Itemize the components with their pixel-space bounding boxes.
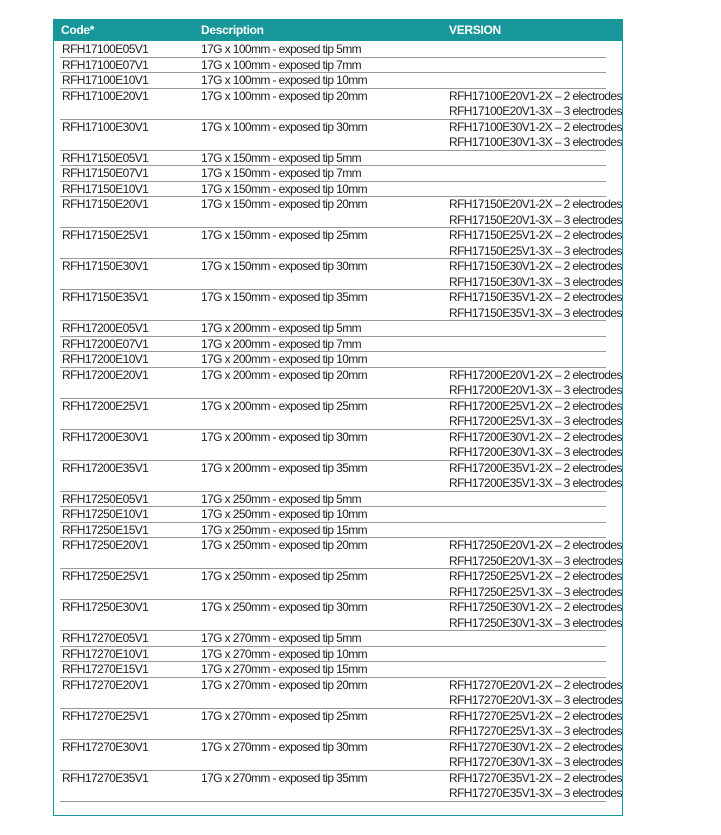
version-cell: RFH17270E25V1-3X – 3 electrodes	[449, 724, 622, 738]
code-cell: RFH17200E35V1	[62, 460, 149, 475]
description-cell: 17G x 150mm - exposed tip 25mm	[201, 228, 368, 242]
table-row	[60, 119, 622, 151]
version-cell: RFH17250E20V1-3X – 3 electrodes	[449, 553, 622, 568]
description-cell: 17G x 270mm - exposed tip 15mm	[201, 662, 368, 676]
description-cell: 17G x 150mm - exposed tip 20mm	[201, 197, 368, 211]
code-cell: RFH17270E15V1	[62, 662, 149, 676]
version-cell: RFH17270E35V1-3X – 3 electrodes	[449, 786, 622, 800]
table-row	[60, 151, 606, 167]
description-cell: 17G x 200mm - exposed tip 10mm	[201, 352, 368, 366]
version-cell: RFH17200E30V1-3X – 3 electrodes	[449, 445, 622, 459]
version-cell: RFH17150E30V1-3X – 3 electrodes	[449, 274, 622, 289]
code-cell: RFH17250E10V1	[62, 507, 149, 521]
code-cell: RFH17100E20V1	[62, 88, 149, 103]
version-cell: RFH17150E30V1-2X – 2 electrodes	[449, 259, 622, 273]
version-cell: RFH17200E20V1-3X – 3 electrodes	[449, 383, 622, 397]
version-cell: RFH17270E25V1-2X – 2 electrodes	[449, 708, 622, 723]
code-cell: RFH17250E05V1	[62, 491, 149, 506]
description-cell: 17G x 200mm - exposed tip 20mm	[201, 367, 368, 382]
table-row	[60, 600, 622, 631]
code-cell: RFH17150E25V1	[62, 228, 149, 242]
table-row	[60, 739, 622, 771]
table-row	[60, 523, 606, 539]
code-cell: RFH17150E20V1	[62, 197, 149, 211]
version-cell: RFH17270E30V1-3X – 3 electrodes	[449, 755, 622, 769]
table-row	[60, 321, 606, 337]
description-cell: 17G x 150mm - exposed tip 10mm	[201, 181, 368, 196]
table-row	[60, 507, 606, 523]
header-description: Description	[201, 23, 264, 37]
version-cell: RFH17100E30V1-2X – 2 electrodes	[449, 119, 622, 134]
description-cell: 17G x 250mm - exposed tip 5mm	[201, 491, 362, 506]
table-row	[60, 290, 622, 321]
version-cell: RFH17250E20V1-2X – 2 electrodes	[449, 538, 622, 552]
table-row	[60, 492, 606, 508]
version-cell: RFH17100E30V1-3X – 3 electrodes	[449, 135, 622, 149]
table-row	[60, 631, 606, 647]
table-row	[60, 337, 606, 353]
description-cell: 17G x 270mm - exposed tip 5mm	[201, 631, 362, 645]
version-cell: RFH17250E30V1-2X – 2 electrodes	[449, 600, 622, 614]
version-cell: RFH17270E35V1-2X – 2 electrodes	[449, 770, 622, 785]
description-cell: 17G x 150mm - exposed tip 5mm	[201, 150, 362, 165]
description-cell: 17G x 250mm - exposed tip 20mm	[201, 538, 368, 552]
description-cell: 17G x 100mm - exposed tip 20mm	[201, 88, 368, 103]
product-table	[53, 19, 623, 816]
description-cell: 17G x 200mm - exposed tip 35mm	[201, 460, 368, 475]
table-row	[60, 708, 622, 740]
description-cell: 17G x 270mm - exposed tip 35mm	[201, 770, 368, 785]
code-cell: RFH17150E07V1	[62, 166, 149, 180]
description-cell: 17G x 270mm - exposed tip 20mm	[201, 677, 368, 692]
header-version: VERSION	[449, 23, 501, 37]
version-cell: RFH17200E20V1-2X – 2 electrodes	[449, 367, 622, 382]
code-cell: RFH17250E25V1	[62, 569, 149, 583]
code-cell: RFH17150E35V1	[62, 290, 149, 304]
header-code: Code*	[61, 23, 95, 37]
description-cell: 17G x 200mm - exposed tip 30mm	[201, 429, 368, 444]
code-cell: RFH17200E05V1	[62, 321, 149, 335]
version-cell: RFH17150E20V1-2X – 2 electrodes	[449, 197, 622, 211]
code-cell: RFH17270E20V1	[62, 677, 149, 692]
version-cell: RFH17100E20V1-3X – 3 electrodes	[449, 104, 622, 118]
table-row	[60, 182, 606, 198]
version-cell: RFH17200E35V1-2X – 2 electrodes	[449, 460, 622, 475]
version-cell: RFH17250E25V1-2X – 2 electrodes	[449, 569, 622, 583]
table-row	[60, 398, 622, 430]
table-row	[60, 538, 622, 569]
code-cell: RFH17270E05V1	[62, 631, 149, 645]
code-cell: RFH17100E10V1	[62, 73, 149, 87]
description-cell: 17G x 200mm - exposed tip 25mm	[201, 398, 368, 413]
table-row	[60, 88, 622, 120]
description-cell: 17G x 270mm - exposed tip 10mm	[201, 646, 368, 661]
version-cell: RFH17100E20V1-2X – 2 electrodes	[449, 88, 622, 103]
description-cell: 17G x 100mm - exposed tip 7mm	[201, 57, 362, 72]
version-cell: RFH17150E20V1-3X – 3 electrodes	[449, 212, 622, 227]
code-cell: RFH17250E20V1	[62, 538, 149, 552]
version-cell: RFH17200E25V1-3X – 3 electrodes	[449, 414, 622, 428]
description-cell: 17G x 200mm - exposed tip 7mm	[201, 336, 362, 351]
code-cell: RFH17200E25V1	[62, 398, 149, 413]
table-row	[60, 228, 622, 259]
version-cell: RFH17200E30V1-2X – 2 electrodes	[449, 429, 622, 444]
description-cell: 17G x 250mm - exposed tip 15mm	[201, 522, 368, 537]
version-cell: RFH17270E20V1-2X – 2 electrodes	[449, 677, 622, 692]
description-cell: 17G x 270mm - exposed tip 30mm	[201, 739, 368, 754]
version-cell: RFH17200E25V1-2X – 2 electrodes	[449, 398, 622, 413]
version-cell: RFH17150E25V1-2X – 2 electrodes	[449, 228, 622, 242]
description-cell: 17G x 150mm - exposed tip 30mm	[201, 259, 368, 273]
description-cell: 17G x 100mm - exposed tip 5mm	[201, 42, 362, 56]
description-cell: 17G x 250mm - exposed tip 25mm	[201, 569, 368, 583]
code-cell: RFH17270E30V1	[62, 739, 149, 754]
code-cell: RFH17250E15V1	[62, 522, 149, 537]
code-cell: RFH17100E07V1	[62, 57, 149, 72]
code-cell: RFH17270E10V1	[62, 646, 149, 661]
description-cell: 17G x 250mm - exposed tip 10mm	[201, 507, 368, 521]
code-cell: RFH17200E30V1	[62, 429, 149, 444]
code-cell: RFH17270E25V1	[62, 708, 149, 723]
table-row	[60, 569, 622, 600]
version-cell: RFH17200E35V1-3X – 3 electrodes	[449, 476, 622, 490]
table-body	[54, 42, 622, 802]
version-cell: RFH17250E30V1-3X – 3 electrodes	[449, 615, 622, 630]
version-cell: RFH17150E35V1-2X – 2 electrodes	[449, 290, 622, 304]
code-cell: RFH17200E10V1	[62, 352, 149, 366]
code-cell: RFH17150E30V1	[62, 259, 149, 273]
code-cell: RFH17100E05V1	[62, 42, 149, 56]
code-cell: RFH17200E20V1	[62, 367, 149, 382]
code-cell: RFH17100E30V1	[62, 119, 149, 134]
table-row	[60, 42, 606, 58]
table-row	[60, 58, 606, 74]
code-cell: RFH17250E30V1	[62, 600, 149, 614]
table-row	[60, 259, 622, 290]
description-cell: 17G x 270mm - exposed tip 25mm	[201, 708, 368, 723]
table-header	[54, 20, 622, 41]
version-cell: RFH17250E25V1-3X – 3 electrodes	[449, 584, 622, 599]
description-cell: 17G x 150mm - exposed tip 7mm	[201, 166, 362, 180]
table-row	[60, 197, 622, 228]
table-row	[60, 647, 606, 663]
version-cell: RFH17270E30V1-2X – 2 electrodes	[449, 739, 622, 754]
table-row	[60, 677, 622, 709]
table-row	[60, 429, 622, 461]
description-cell: 17G x 200mm - exposed tip 5mm	[201, 321, 362, 335]
table-row	[60, 352, 606, 368]
table-row	[60, 367, 622, 399]
version-cell: RFH17150E25V1-3X – 3 electrodes	[449, 243, 622, 258]
description-cell: 17G x 250mm - exposed tip 30mm	[201, 600, 368, 614]
code-cell: RFH17200E07V1	[62, 336, 149, 351]
description-cell: 17G x 100mm - exposed tip 30mm	[201, 119, 368, 134]
table-row	[60, 770, 622, 802]
version-cell: RFH17150E35V1-3X – 3 electrodes	[449, 305, 622, 320]
code-cell: RFH17150E10V1	[62, 181, 149, 196]
table-row	[60, 166, 606, 182]
code-cell: RFH17150E05V1	[62, 150, 149, 165]
description-cell: 17G x 100mm - exposed tip 10mm	[201, 73, 368, 87]
table-row	[60, 460, 622, 492]
version-cell: RFH17270E20V1-3X – 3 electrodes	[449, 693, 622, 707]
description-cell: 17G x 150mm - exposed tip 35mm	[201, 290, 368, 304]
table-row	[60, 73, 606, 89]
code-cell: RFH17270E35V1	[62, 770, 149, 785]
table-row	[60, 662, 606, 678]
